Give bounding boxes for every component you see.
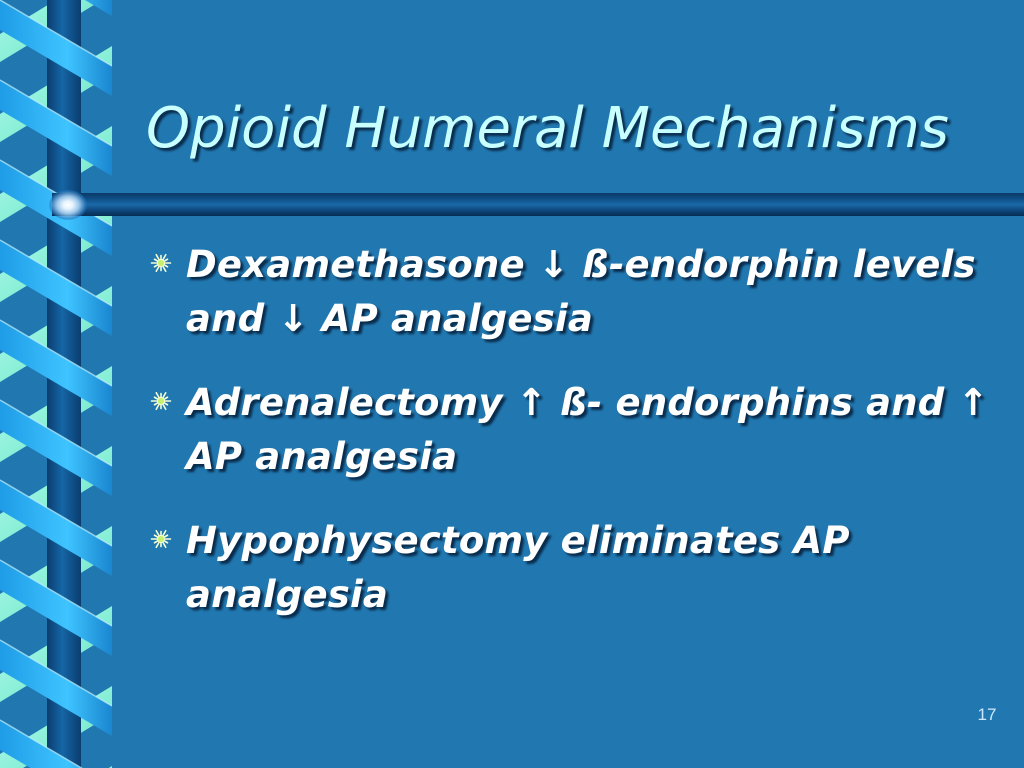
bullet-item [146, 514, 1006, 622]
slide-title: Opioid Humeral Mechanisms [146, 96, 949, 161]
bullet-list [146, 238, 1006, 652]
bullet-item [146, 376, 1006, 484]
divider-glow-knob [49, 190, 87, 220]
spiral-ribbon-decoration [0, 0, 112, 768]
bullet-item [146, 238, 1006, 346]
title-divider-bar [52, 193, 1024, 216]
bullet-text: Adrenalectomy ↑ ß- endorphins and ↑ AP analgesia [186, 381, 989, 478]
sun-burst-bullet-icon [150, 252, 172, 274]
sun-burst-bullet-icon [150, 390, 172, 412]
bullet-text: Hypophysectomy eliminates AP analgesia [186, 519, 850, 616]
slide-number: 17 [977, 705, 997, 724]
sun-burst-bullet-icon [150, 528, 172, 550]
bullet-text: Dexamethasone ↓ ß-endorphin levels and ↓ AP analgesia [186, 243, 976, 340]
